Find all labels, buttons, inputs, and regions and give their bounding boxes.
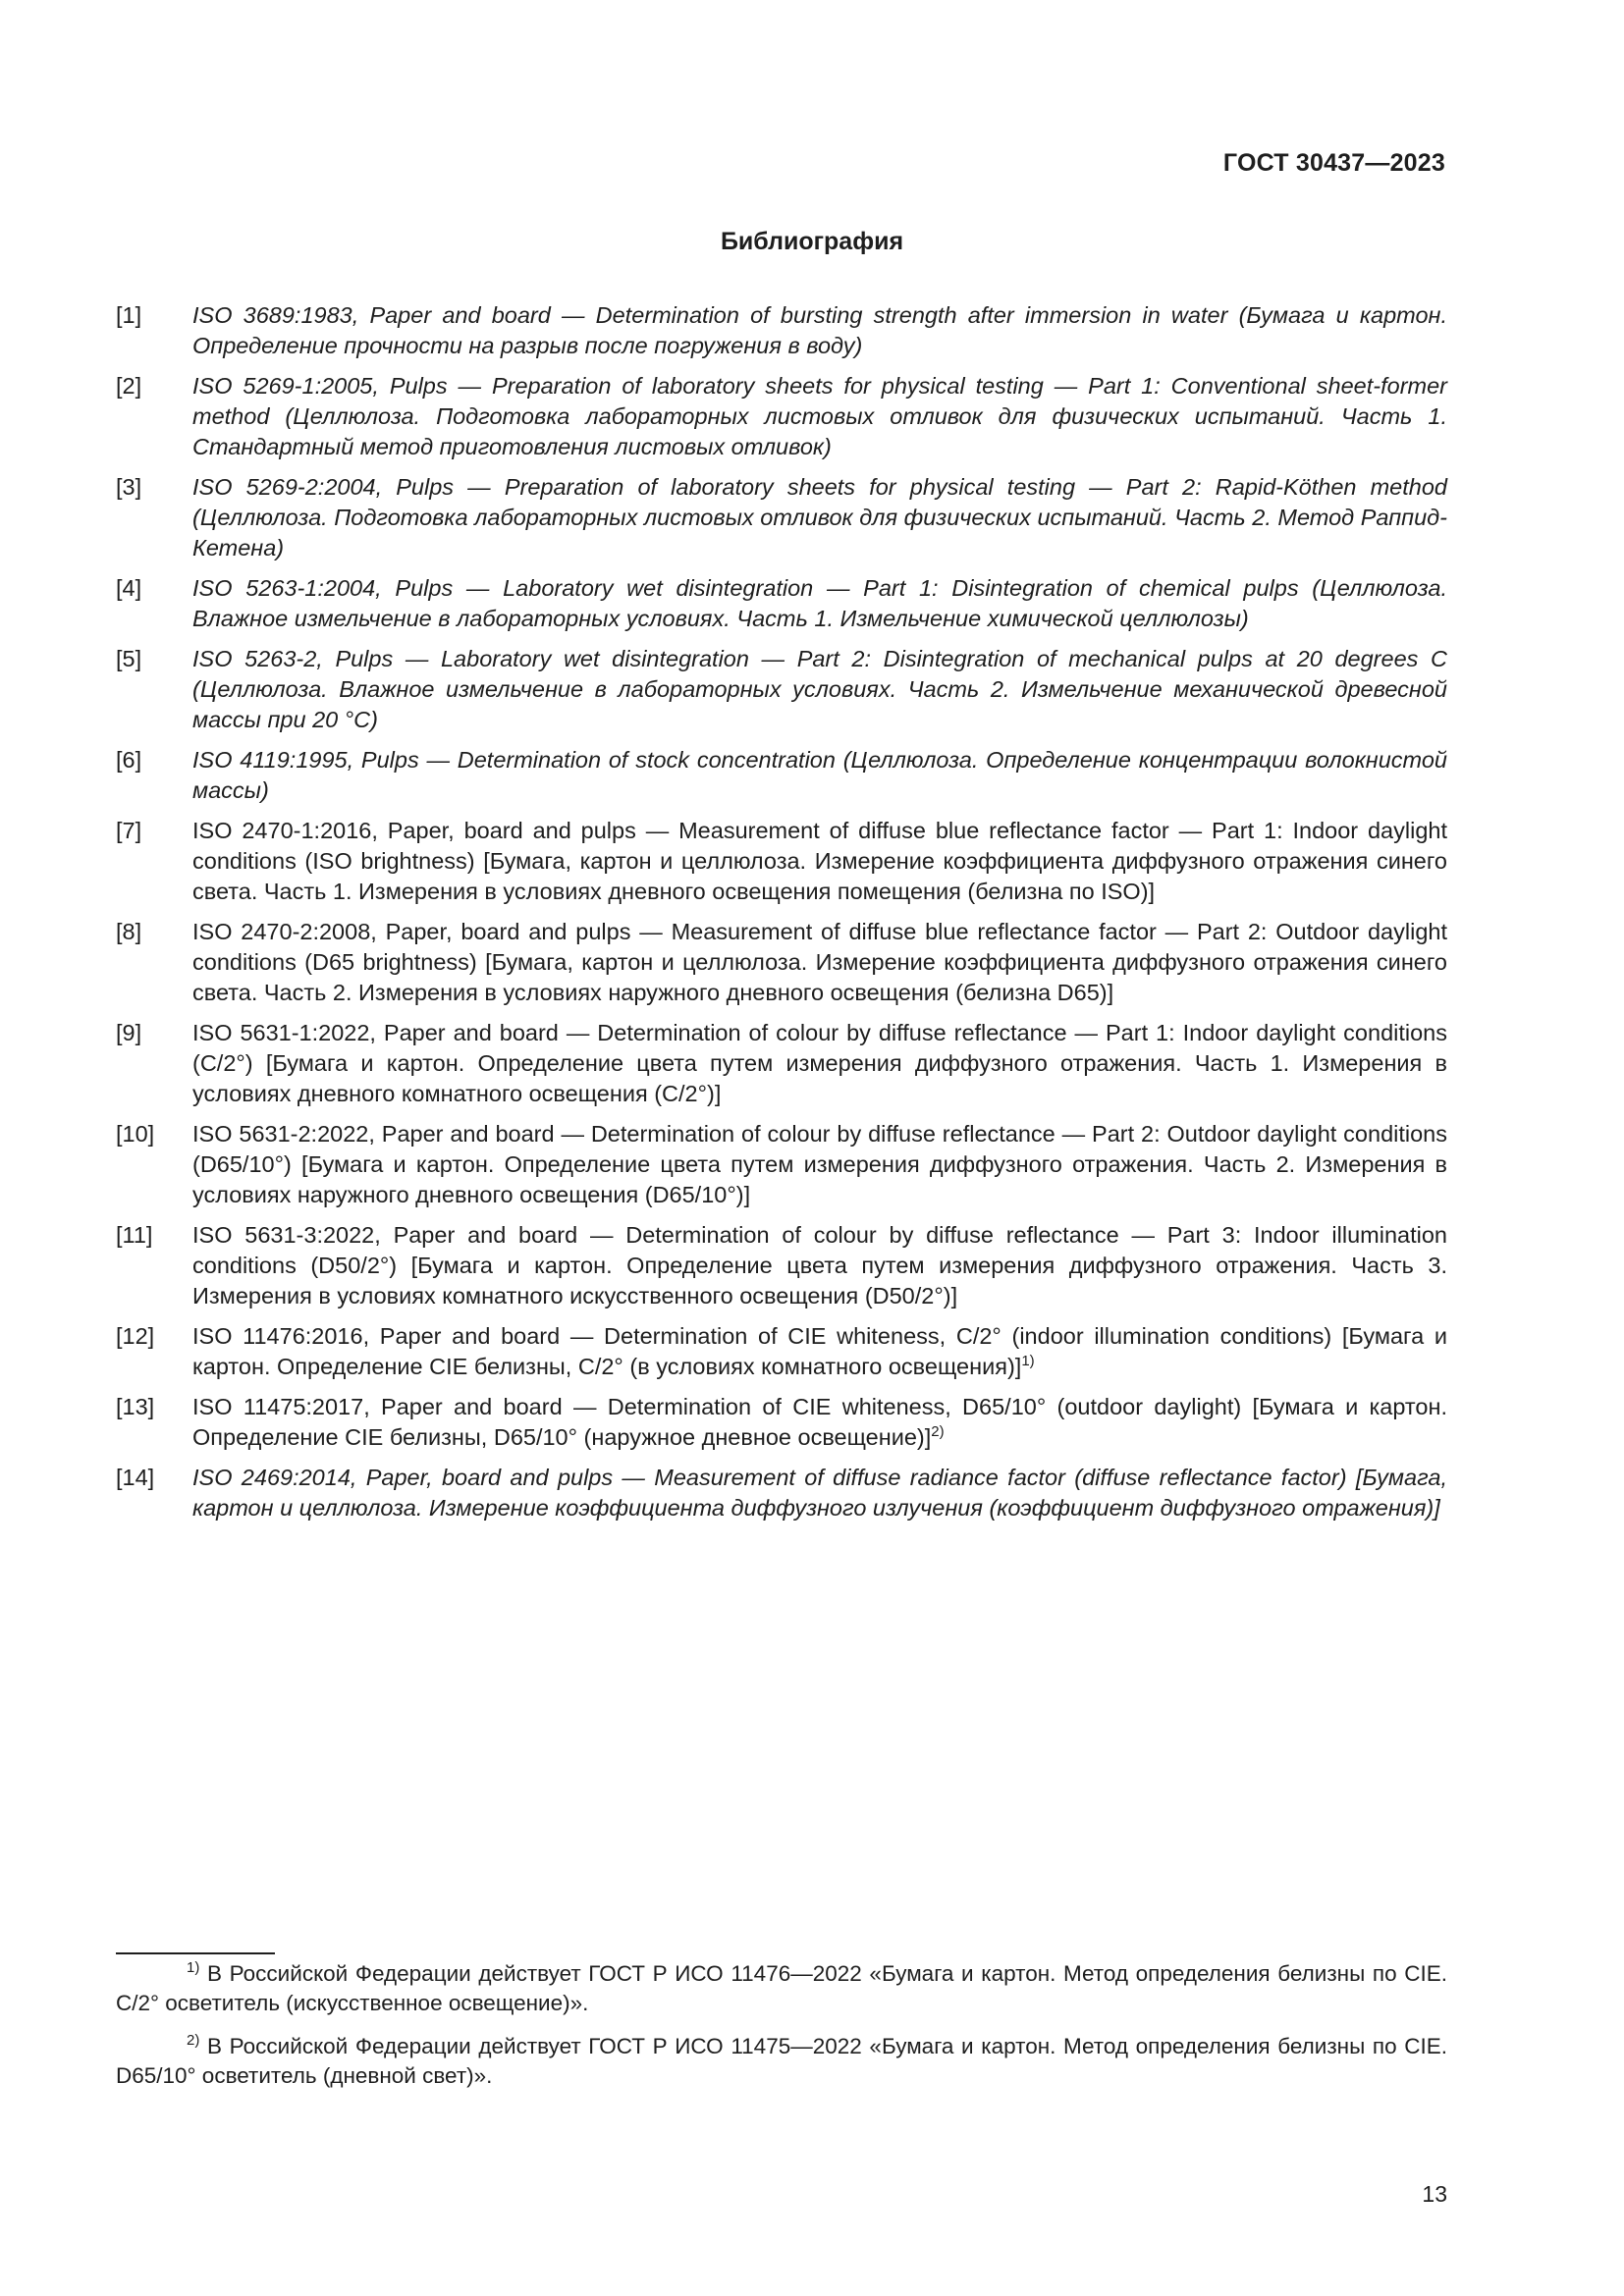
entry-text: ISO 3689:1983, Paper and board — Determination of bursting strength after immersion in water (Бумага и картон. Определение прочности на разрыв после погружения в воду) — [192, 302, 1447, 358]
entry-number: [8] — [116, 919, 142, 944]
entry-text: ISO 5631-1:2022, Paper and board — Determination of colour by diffuse reflectance — Part 1: Indoor daylight conditions (C/2°) [Бумага и картон. Определение цвета путем измерения диффузного отражения. Часть 1. Измерения в условиях дневного комнатного освещения (C/2°)] — [192, 1020, 1447, 1106]
entry-number: [5] — [116, 646, 142, 671]
bibliography-entry — [116, 745, 1447, 806]
entry-number: [11] — [116, 1222, 153, 1248]
footnote — [116, 2032, 1447, 2091]
bibliography-list — [116, 300, 1447, 1533]
entry-number: [12] — [116, 1323, 155, 1349]
entry-text: ISO 5269-2:2004, Pulps — Preparation of laboratory sheets for physical testing — Part 2: Rapid-Köthen method (Целлюлоза. Подготовка лабораторных листовых отливок для физических испытаний. Часть 2. Метод Раппид-Кетена) — [192, 474, 1447, 561]
footnote-separator — [116, 1952, 275, 1954]
entry-text: ISO 2470-1:2016, Paper, board and pulps — Measurement of diffuse blue reflectance factor — Part 1: Indoor daylight conditions (ISO brightness) [Бумага, картон и целлюлоза. Измерение коэффициента диффузного отражения синего света. Часть 1. Измерения в условиях дневного освещения помещения (белизна по ISO)] — [192, 818, 1447, 904]
bibliography-entry — [116, 644, 1447, 735]
bibliography-entry — [116, 1220, 1447, 1311]
bibliography-entry — [116, 573, 1447, 634]
entry-text: ISO 5263-1:2004, Pulps — Laboratory wet disintegration — Part 1: Disintegration of chemical pulps (Целлюлоза. Влажное измельчение в лабораторных условиях. Часть 1. Измельчение химической целлюлозы) — [192, 575, 1447, 631]
bibliography-entry — [116, 816, 1447, 907]
footnote-mark: 1) — [187, 1959, 200, 1976]
entry-number: [6] — [116, 747, 142, 773]
bibliography-entry — [116, 371, 1447, 462]
footnote — [116, 1959, 1447, 2018]
entry-number: [2] — [116, 373, 142, 399]
bibliography-entry — [116, 300, 1447, 361]
entry-number: [4] — [116, 575, 142, 601]
entry-text: ISO 5269-1:2005, Pulps — Preparation of laboratory sheets for physical testing — Part 1: Conventional sheet-former method (Целлюлоза. Подготовка лабораторных листовых отливок для физических испытаний. Часть 1. Стандартный метод приготовления листовых отливок) — [192, 373, 1447, 459]
footnote-reference[interactable]: 1) — [1021, 1353, 1035, 1369]
entry-text: ISO 5631-2:2022, Paper and board — Determination of colour by diffuse reflectance — Part 2: Outdoor daylight conditions (D65/10°) [Бумага и картон. Определение цвета путем измерения диффузного отражения. Часть 2. Измерения в условиях наружного дневного освещения (D65/10°)] — [192, 1121, 1447, 1207]
footnotes — [116, 1959, 1447, 2105]
entry-number: [13] — [116, 1394, 155, 1419]
bibliography-entry — [116, 1392, 1447, 1453]
entry-number: [14] — [116, 1465, 155, 1490]
bibliography-entry — [116, 1018, 1447, 1109]
bibliography-entry — [116, 472, 1447, 563]
footnote-text: В Российской Федерации действует ГОСТ Р ИСО 11475—2022 «Бумага и картон. Метод определения белизны по CIE. D65/10° осветитель (дневной свет)». — [116, 2034, 1447, 2088]
bibliography-entry — [116, 917, 1447, 1008]
entry-number: [10] — [116, 1121, 155, 1147]
entry-text: ISO 5263-2, Pulps — Laboratory wet disintegration — Part 2: Disintegration of mechanical pulps at 20 degrees C (Целлюлоза. Влажное измельчение в лабораторных условиях. Часть 2. Измельчение механической древесной массы при 20 °C) — [192, 646, 1447, 732]
bibliography-entry — [116, 1321, 1447, 1382]
entry-number: [7] — [116, 818, 142, 843]
footnote-mark: 2) — [187, 2032, 200, 2049]
bibliography-title: Библиография — [720, 228, 904, 255]
entry-text: ISO 11475:2017, Paper and board — Determination of CIE whiteness, D65/10° (outdoor daylight) [Бумага и картон. Определение CIE белизны, D65/10° (наружное дневное освещение)] — [192, 1394, 1447, 1450]
entry-text-wrapper — [192, 1392, 1447, 1453]
bibliography-entry — [116, 1463, 1447, 1523]
entry-number: [3] — [116, 474, 142, 500]
entry-text-wrapper — [192, 1321, 1447, 1382]
entry-text: ISO 5631-3:2022, Paper and board — Determination of colour by diffuse reflectance — Part 3: Indoor illumination conditions (D50/2°) [Бумага и картон. Определение цвета путем измерения диффузного отражения. Часть 3. Измерения в условиях комнатного искусственного освещения (D50/2°)] — [192, 1222, 1447, 1308]
bibliography-entry — [116, 1119, 1447, 1210]
entry-text: ISO 11476:2016, Paper and board — Determination of CIE whiteness, C/2° (indoor illumination conditions) [Бумага и картон. Определение CIE белизны, C/2° (в условиях комнатного освещения)] — [192, 1323, 1447, 1379]
entry-number: [1] — [116, 302, 142, 328]
footnote-reference[interactable]: 2) — [931, 1423, 945, 1440]
standard-code: ГОСТ 30437—2023 — [1222, 149, 1445, 177]
entry-text: ISO 2470-2:2008, Paper, board and pulps — Measurement of diffuse blue reflectance factor — Part 2: Outdoor daylight conditions (D65 brightness) [Бумага, картон и целлюлоза. Измерение коэффициента диффузного отражения синего света. Часть 2. Измерения в условиях наружного дневного освещения (белизна D65)] — [192, 919, 1447, 1005]
footnote-text: В Российской Федерации действует ГОСТ Р ИСО 11476—2022 «Бумага и картон. Метод определения белизны по CIE. C/2° осветитель (искусственное освещение)». — [116, 1961, 1447, 2015]
entry-text: ISO 4119:1995, Pulps — Determination of stock concentration (Целлюлоза. Определение концентрации волокнистой массы) — [192, 747, 1447, 803]
entry-text: ISO 2469:2014, Paper, board and pulps — Measurement of diffuse radiance factor (diffuse reflectance factor) [Бумага, картон и целлюлоза. Измерение коэффициента диффузного излучения (коэффициент диффузного отражения)] — [192, 1465, 1447, 1521]
page-number: 13 — [1422, 2181, 1447, 2207]
entry-number: [9] — [116, 1020, 142, 1045]
